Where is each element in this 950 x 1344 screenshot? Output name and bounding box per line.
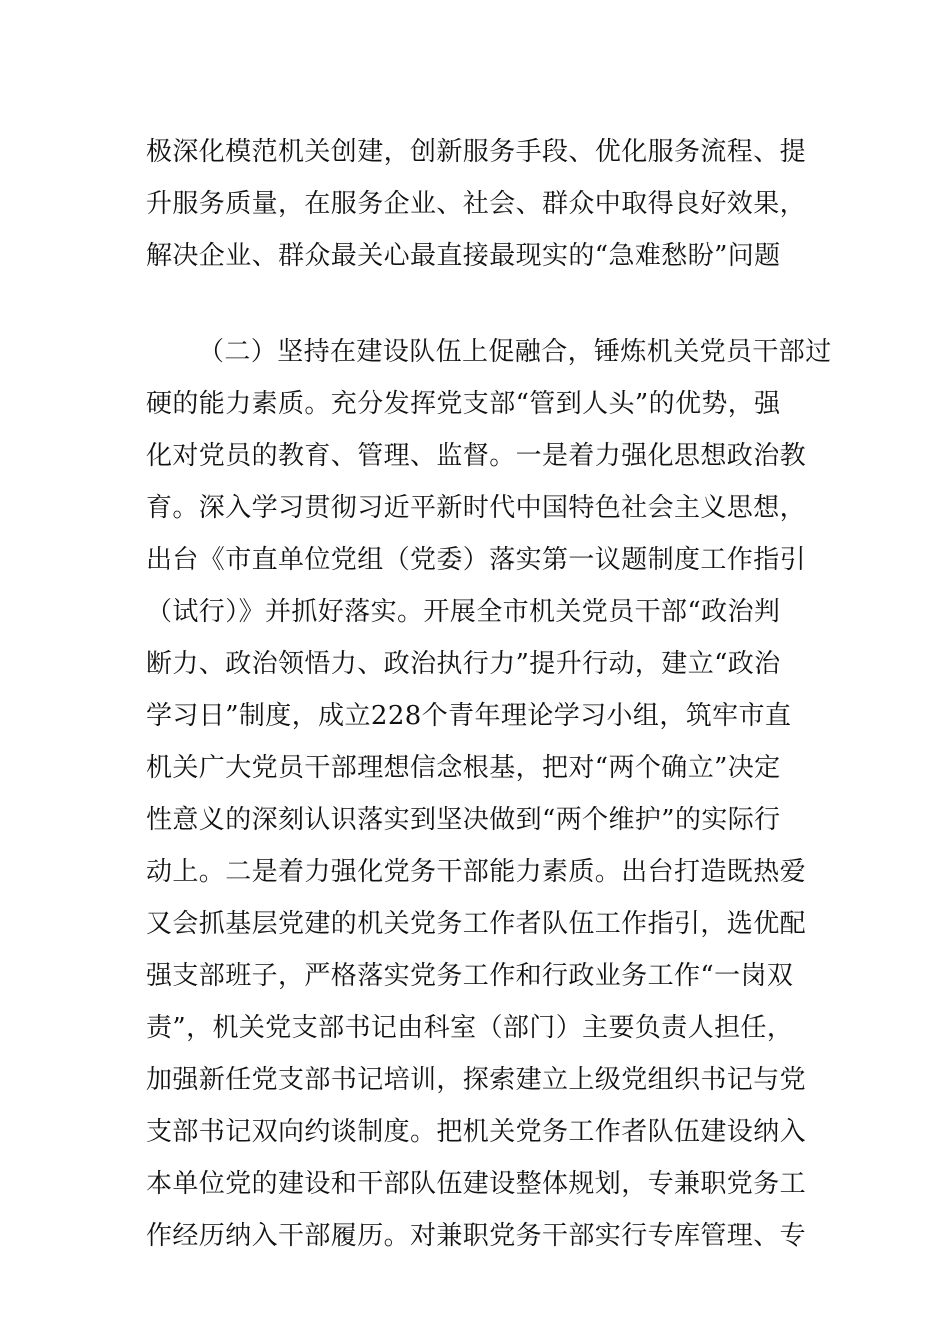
text-line: 本单位党的建设和干部队伍建设整体规划，专兼职党务工: [146, 1169, 807, 1199]
text-line: 解决企业、群众最关心最直接最现实的“急难愁盼”问题: [146, 241, 781, 271]
text-line: 又会抓基层党建的机关党务工作者队伍工作指引，选优配: [146, 909, 807, 939]
text-line: 机关广大党员干部理想信念根基，把对“两个确立”决定: [146, 753, 781, 783]
text-line: 化对党员的教育、管理、监督。一是着力强化思想政治教: [146, 441, 807, 471]
text-line: 性意义的深刻认识落实到坚决做到“两个维护”的实际行: [146, 805, 781, 835]
text-line: 加强新任党支部书记培训，探索建立上级党组织书记与党: [146, 1065, 807, 1095]
text-line: 极深化模范机关创建，创新服务手段、优化服务流程、提: [146, 137, 807, 167]
text-line: 断力、政治领悟力、政治执行力”提升行动，建立“政治: [146, 649, 781, 679]
text-line: 学习日”制度，成立228个青年理论学习小组，筑牢市直: [146, 701, 792, 731]
text-line: 硬的能力素质。充分发挥党支部“管到人头”的优势，强: [146, 389, 781, 419]
text-line: 作经历纳入干部履历。对兼职党务干部实行专库管理、专: [146, 1221, 807, 1251]
text-line: 支部书记双向约谈制度。把机关党务工作者队伍建设纳入: [146, 1117, 807, 1147]
text-line: 责”，机关党支部书记由科室（部门）主要负责人担任，: [146, 1013, 794, 1043]
text-line: 育。深入学习贯彻习近平新时代中国特色社会主义思想，: [146, 493, 807, 523]
text-line: 升服务质量，在服务企业、社会、群众中取得良好效果，: [146, 189, 807, 219]
text-line: 动上。二是着力强化党务干部能力素质。出台打造既热爱: [146, 857, 807, 887]
text-line: 强支部班子，严格落实党务工作和行政业务工作“一岗双: [146, 961, 794, 991]
text-line: （试行）》并抓好落实。开展全市机关党员干部“政治判: [146, 597, 781, 627]
section-heading-line: （二）坚持在建设队伍上促融合，锤炼机关党员干部过: [198, 337, 832, 367]
text-line: 出台《市直单位党组（党委）落实第一议题制度工作指引: [146, 545, 807, 575]
